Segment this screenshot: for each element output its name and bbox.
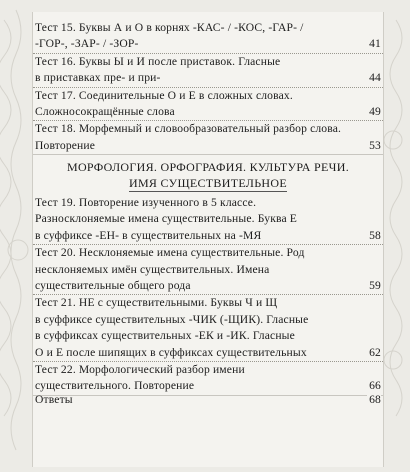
toc-line: в суффиксах существительных -ЕК и -ИК. Гласные: [35, 329, 295, 343]
toc-entry-line: существительного. Повторение 66: [33, 378, 383, 394]
toc-line: Тест 15. Буквы А и О в корнях -КАС- / -КОС, -ГАР- /: [35, 21, 304, 34]
toc-line: Тест 22. Морфологический разбор имени: [35, 362, 245, 376]
page-number: 41: [367, 36, 381, 52]
section-heading-subtitle: ИМЯ СУЩЕСТВИТЕЛЬНОЕ: [128, 176, 287, 190]
page-number: 62: [367, 345, 381, 361]
page-number: 66: [367, 378, 381, 394]
page-number: 68: [367, 392, 381, 408]
toc-line: Тест 16. Буквы Ы и И после приставок. Гласные: [35, 54, 281, 68]
toc-entry-line: Ответы 68: [33, 392, 383, 408]
toc-entry-line: в приставках пре- и при- 44: [33, 70, 383, 87]
toc-line: Тест 17. Соединительные О и Е в сложных словах.: [35, 88, 293, 102]
toc-line: Тест 21. НЕ с существительными. Буквы Ч и Щ: [35, 296, 278, 310]
page-number: 44: [367, 70, 381, 86]
toc-line: в суффиксе существительных -ЧИК (-ЩИК). Гласные: [35, 312, 309, 326]
toc-entry-line: в суффиксе -ЕН- в существительных на -МЯ 58: [33, 228, 383, 245]
toc-line: Разносклоняемые имена существительные. Буква Е: [35, 212, 298, 226]
toc-line: Тест 18. Морфемный и словообразовательный разбор слова.: [35, 122, 342, 136]
toc-line: несклоняемых имён существительных. Имена: [35, 262, 270, 276]
toc-entry-line: Сложносокращённые слова 49: [33, 104, 383, 121]
toc-line: Тест 20. Несклоняемые имена существительные. Род: [35, 246, 305, 260]
page-number: 59: [367, 278, 381, 294]
toc-entry-line: Повторение 53: [33, 138, 383, 154]
toc-block-1: [33, 20, 383, 155]
page-number: 49: [367, 104, 381, 120]
toc-block-2: [33, 195, 383, 396]
section-heading-line: МОРФОЛОГИЯ. ОРФОГРАФИЯ. КУЛЬТУРА РЕЧИ.: [66, 160, 349, 174]
toc-line: Тест 19. Повторение изученного в 5 классе.: [35, 196, 257, 209]
section-heading: [33, 159, 383, 192]
toc-entry-line: О и Е после шипящих в суффиксах существительных 62: [33, 345, 383, 362]
page-number: 53: [367, 138, 381, 154]
toc-entry-line: существительные общего рода 59: [33, 278, 383, 295]
table-of-contents: [32, 12, 384, 467]
page-number: 58: [367, 228, 381, 244]
toc-block-3: [33, 392, 383, 408]
toc-entry-line: -ГОР-, -ЗАР- / -ЗОР- 41: [33, 36, 383, 53]
